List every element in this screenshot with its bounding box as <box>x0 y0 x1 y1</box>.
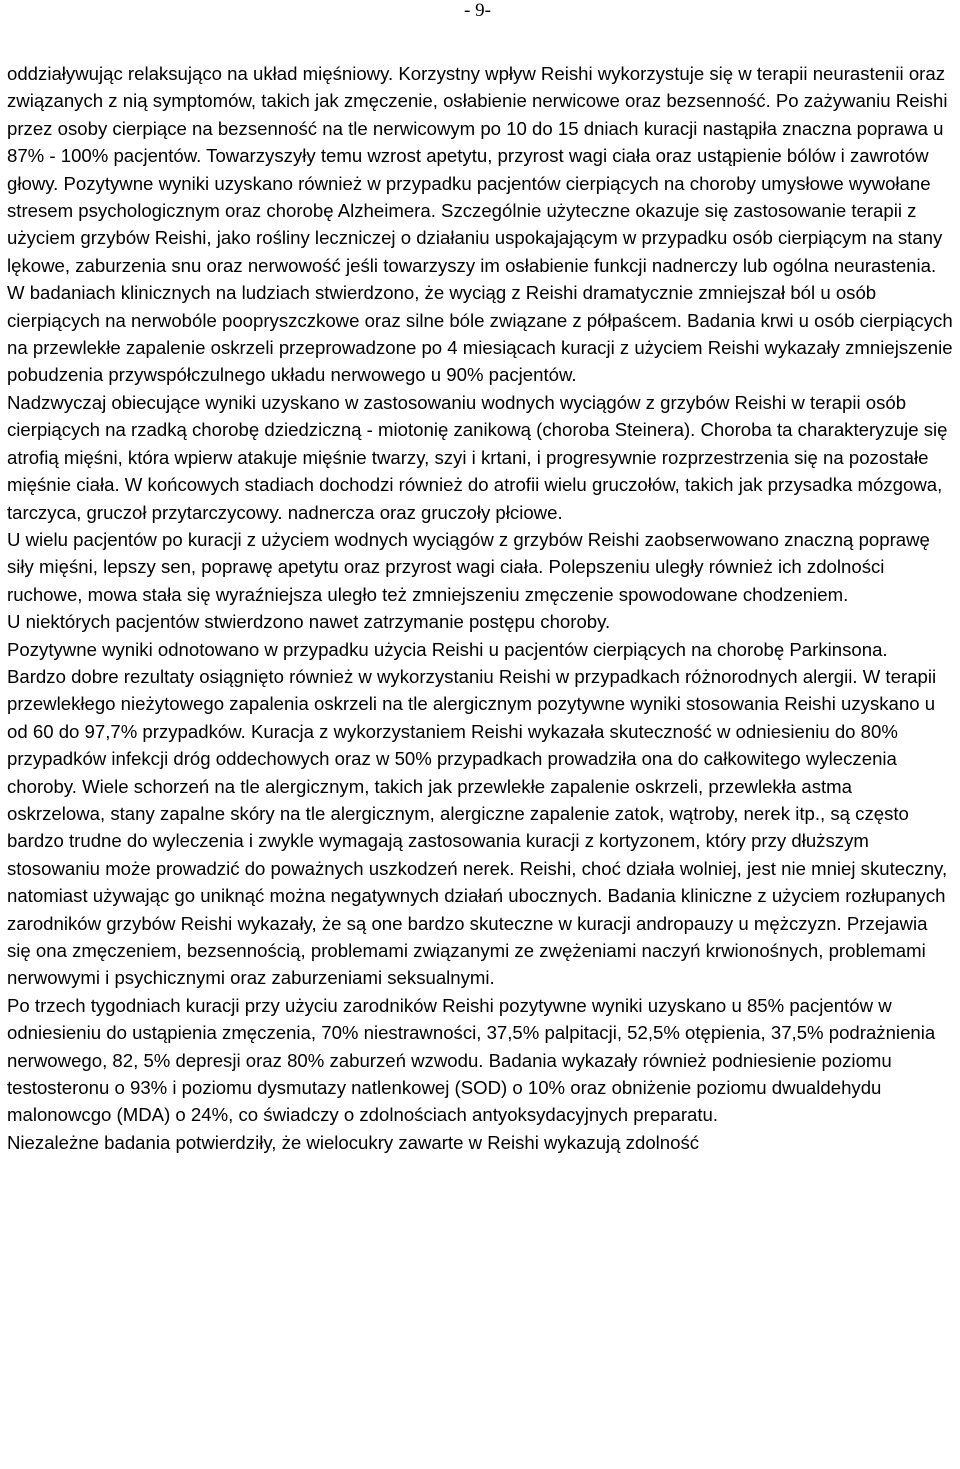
paragraph: Pozytywne wyniki odnotowano w przypadku użycia Reishi u pacjentów cierpiących na chorobę Parkinsona. <box>7 638 888 660</box>
paragraph: Po trzech tygodniach kuracji przy użyciu zarodników Reishi pozytywne wyniki uzyskano u 85% pacjentów w odniesieniu do ustąpienia zmęczenia, 70% niestrawności, 37,5% palpitacji, 52,5% otępienia, 37,5% podrażnienia nerwowego, 82, 5% depresji oraz 80% zaburzeń wzwodu. Badania wykazały również podniesienie poziomu testosteronu o 93% i poziomu dysmutazy natlenkowej (SOD) o 10% oraz obniżenie poziomu dwualdehydu malonowcgo (MDA) o 24%, co świadczy o zdolnościach antyoksydacyjnych preparatu. <box>7 994 936 1126</box>
paragraph: U wielu pacjentów po kuracji z użyciem wodnych wyciągów z grzybów Reishi zaobserwowano znaczną poprawę siły mięśni, lepszy sen, poprawę apetytu oraz przyrost wagi ciała. Polepszeniu uległy również ich zdolności ruchowe, mowa stała się wyraźniejsza uległo też zmniejszeniu zmęczenie spowodowane chodzeniem. <box>7 528 930 605</box>
paragraph: oddziaływując relaksująco na układ mięśniowy. Korzystny wpływ Reishi wykorzystuje się w terapii neurastenii oraz związanych z nią symptomów, takich jak zmęczenie, osłabienie nerwicowe oraz bezsenność. Po zażywaniu Reishi przez osoby cierpiące na bezsenność na tle nerwicowym po 10 do 15 dniach kuracji nastąpiła znaczna poprawa u 87% - 100% pacjentów. Towarzyszyły temu wzrost apetytu, przyrost wagi ciała oraz ustąpienie bólów i zawrotów głowy. Pozytywne wyniki uzyskano również w przypadku pacjentów cierpiących na choroby umysłowe wywołane stresem psychologicznym oraz chorobę Alzheimera. Szczególnie użyteczne okazuje się zastosowanie terapii z użyciem grzybów Reishi, jako rośliny leczniczej o działaniu uspokajającym w przypadku osób cierpiącym na stany lękowe, zaburzenia snu oraz nerwowość jeśli towarzyszy im osłabienie funkcji nadnerczy lub ogólna neurastenia. <box>7 63 948 276</box>
document-body <box>7 60 955 1156</box>
paragraph: U niektórych pacjentów stwierdzono nawet zatrzymanie postępu choroby. <box>7 611 611 633</box>
paragraph: W badaniach klinicznych na ludziach stwierdzono, że wyciąg z Reishi dramatycznie zmniejszał ból u osób cierpiących na nerwobóle poopryszczkowe oraz silne bóle związane z półpaścem. Badania krwi u osób cierpiących na przewlekłe zapalenie oskrzeli przeprowadzone po 4 miesiącach kuracji z użyciem Reishi wykazały zmniejszenie pobudzenia przywspółczulnego układu nerwowego u 90% pacjentów. <box>7 282 953 386</box>
paragraph: Nadzwyczaj obiecujące wyniki uzyskano w zastosowaniu wodnych wyciągów z grzybów Reishi w terapii osób cierpiących na rzadką chorobę dziedziczną - miotonię zanikową (choroba Steinera). Choroba ta charakteryzuje się atrofią mięśni, która wpierw atakuje mięśnie twarzy, szyi i krtani, i progresywnie rozprzestrzenia się na pozostałe mięśnie ciała. W końcowych stadiach dochodzi również do atrofii wielu gruczołów, takich jak przysadka mózgowa, tarczyca, gruczoł przytarczycowy. nadnercza oraz gruczoły płciowe. <box>7 391 948 523</box>
paragraph: Niezależne badania potwierdziły, że wielocukry zawarte w Reishi wykazują zdolność <box>7 1131 700 1153</box>
page-number: - 9- <box>464 0 491 21</box>
paragraph: Bardzo dobre rezultaty osiągnięto również w wykorzystaniu Reishi w przypadkach różnorodnych alergii. W terapii przewlekłego nieżytowego zapalenia oskrzeli na tle alergicznym pozytywne wyniki stosowania Reishi uzyskano u od 60 do 97,7% przypadków. Kuracja z wykorzystaniem Reishi wykazała skuteczność w odniesieniu do 80% przypadków infekcji dróg oddechowych oraz w 50% przypadkach prowadziła ona do całkowitego wyleczenia choroby. Wiele schorzeń na tle alergicznym, takich jak przewlekłe zapalenie oskrzeli, przewlekła astma oskrzelowa, stany zapalne skóry na tle alergicznym, alergiczne zapalenie zatok, wątroby, nerek itp., są często bardzo trudne do wyleczenia i zwykle wymagają zastosowania kuracji z kortyzonem, który przy dłuższym stosowaniu może prowadzić do poważnych uszkodzeń nerek. Reishi, choć działa wolniej, jest nie mniej skuteczny, natomiast używając go uniknąć można negatywnych działań ubocznych. Badania kliniczne z użyciem rozłupanych zarodników grzybów Reishi wykazały, że są one bardzo skuteczne w kuracji andropauzy u mężczyzn. Przejawia się ona zmęczeniem, bezsennością, problemami związanymi ze zwężeniami naczyń krwionośnych, problemami nerwowymi i psychicznymi oraz zaburzeniami seksualnymi. <box>7 665 948 989</box>
